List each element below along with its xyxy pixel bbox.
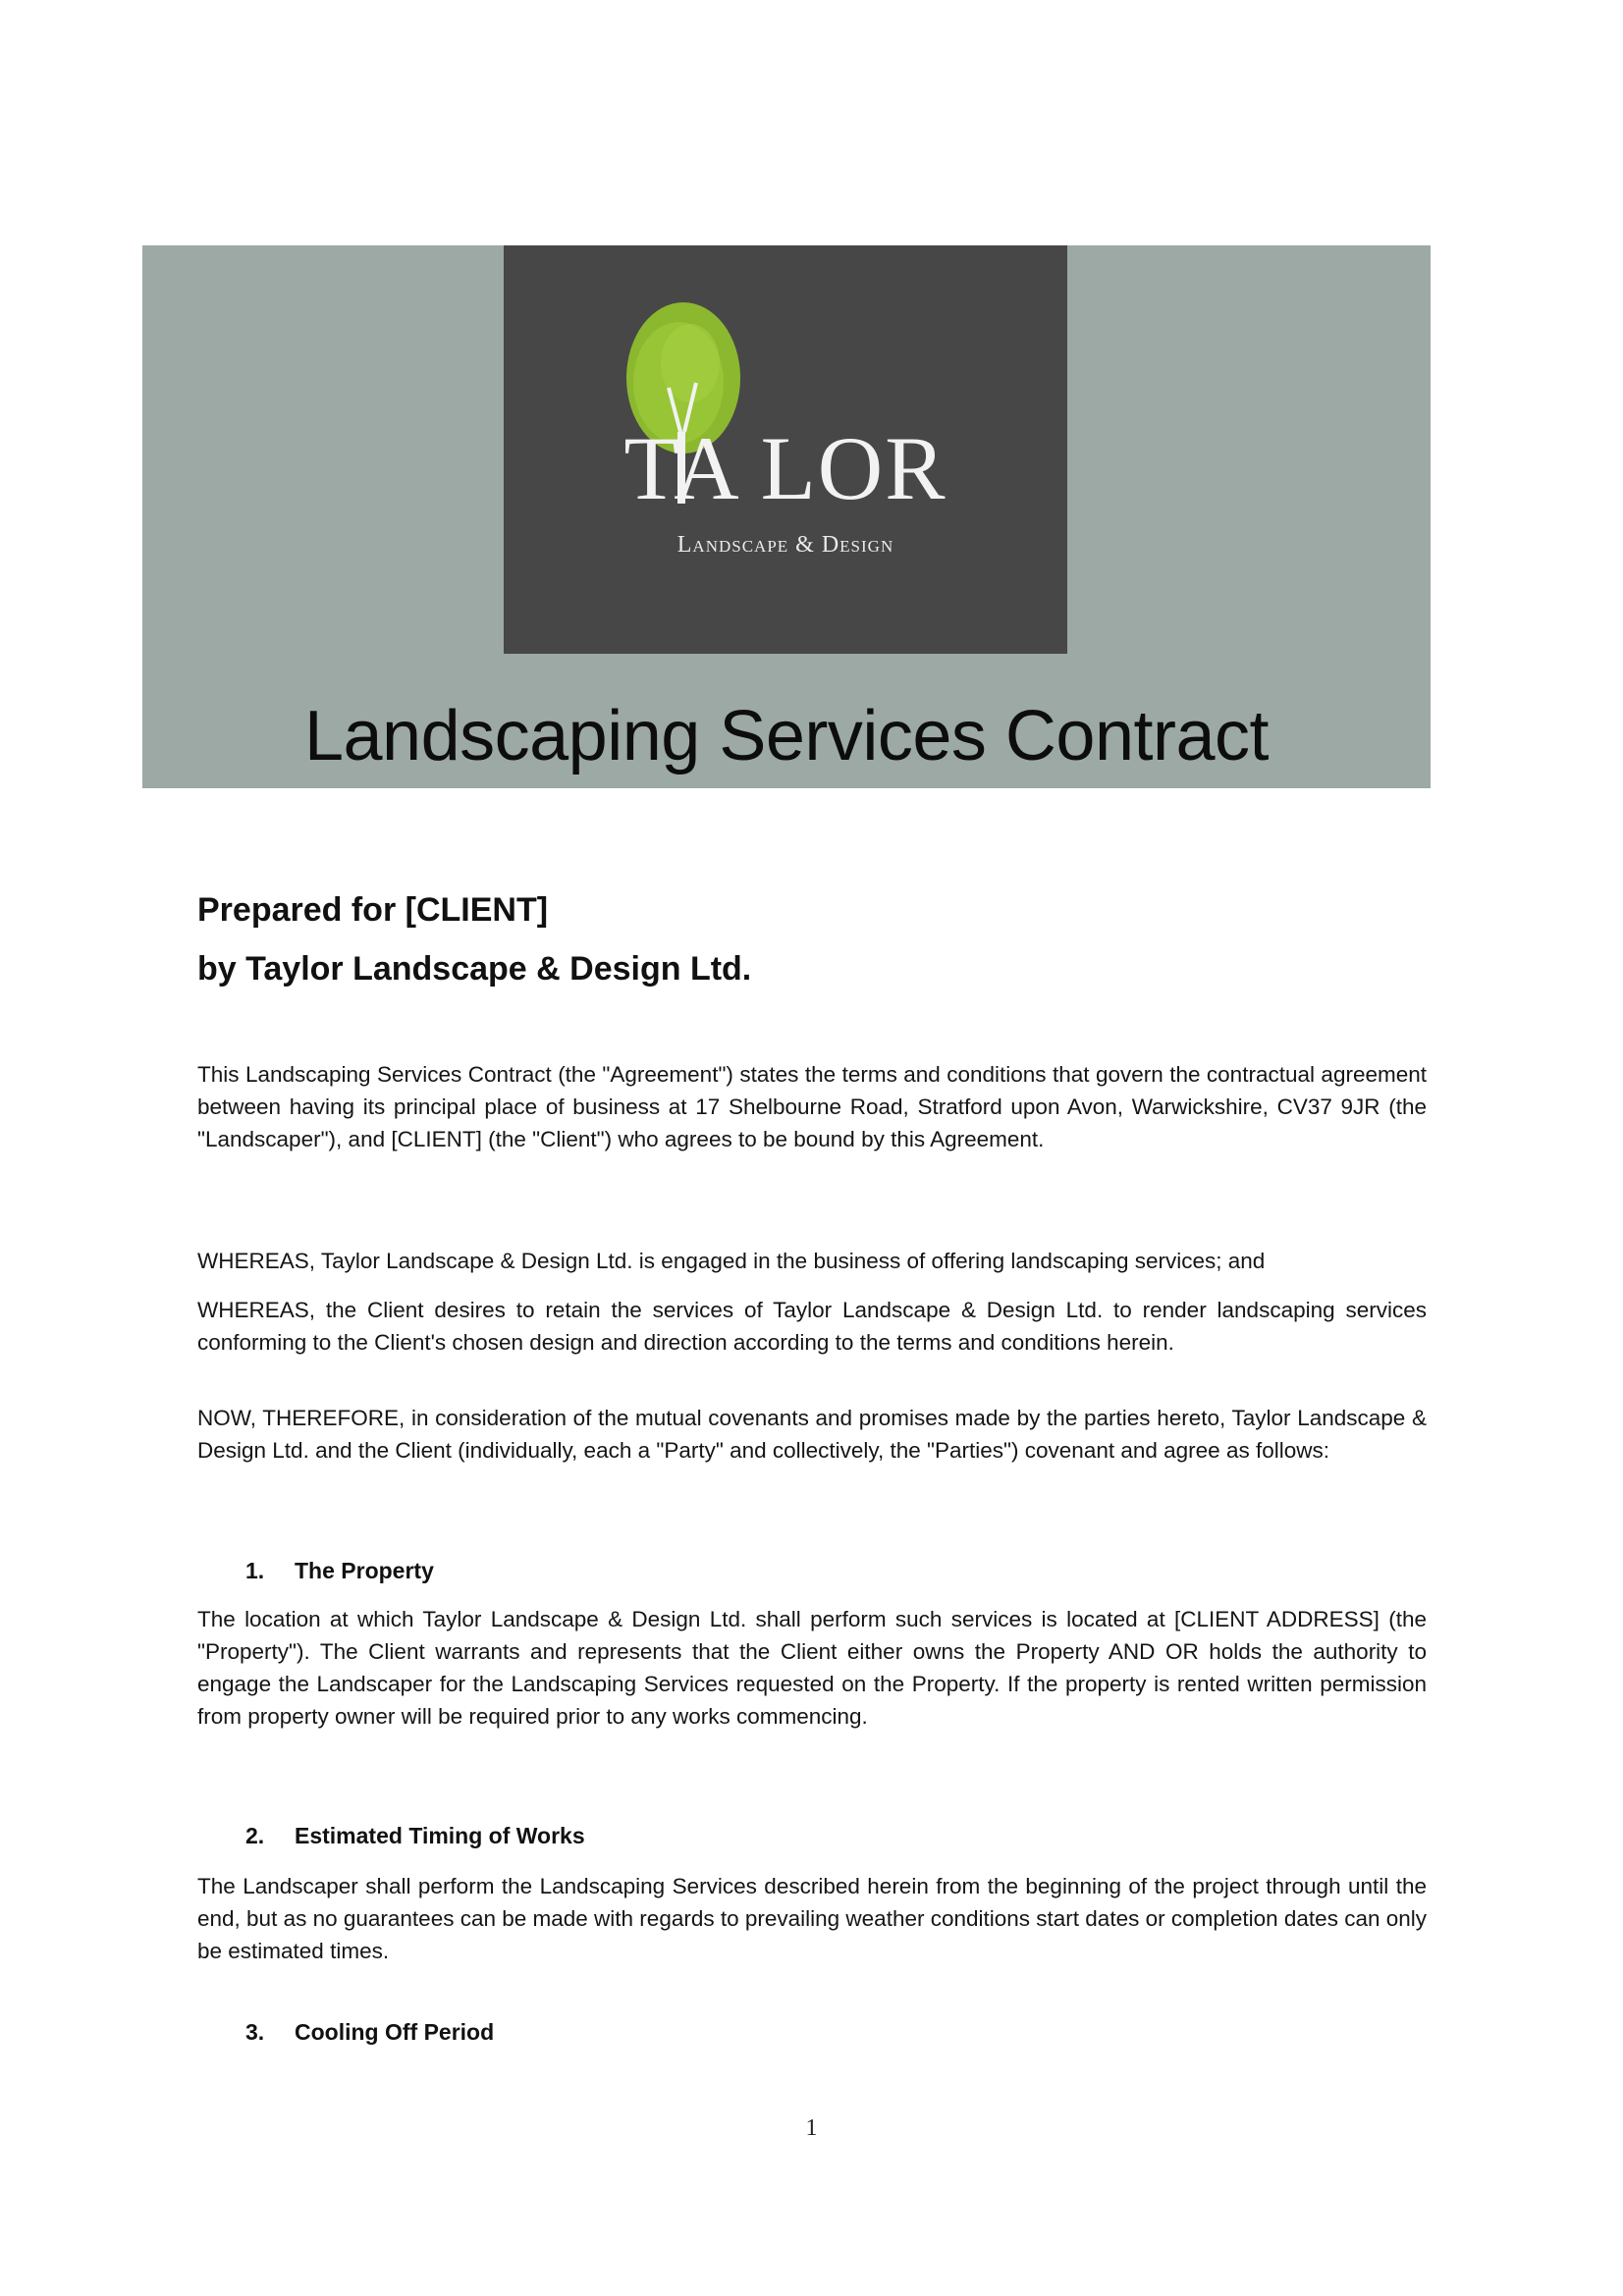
logo-tagline: Landscape & Design <box>676 532 894 558</box>
tree-icon <box>504 245 1067 654</box>
section-title: Cooling Off Period <box>295 2019 495 2045</box>
section-1-body: The location at which Taylor Landscape & Design Ltd. shall perform such services is located at [CLIENT ADDRESS] (the "Property"). The Client warrants and represents that the Client either owns the Property AND OR holds the authority to engage the Landscaper for the Landscaping Services requested on the Property. If the property is rented written permission from property owner will be required prior to any works commencing. <box>197 1607 1427 1729</box>
intro-paragraph: This Landscaping Services Contract (the "Agreement") states the terms and conditions that govern the contractual agreement between having its principal place of business at 17 Shelbourne Road, Stratford upon Avon, Warwickshire, CV37 9JR (the "Landscaper"), and [CLIENT] (the "Client") who agrees to be bound by this Agreement. <box>197 1062 1427 1151</box>
section-number: 2. <box>245 1823 265 1848</box>
section-2-body: The Landscaper shall perform the Landscaping Services described herein from the beginning of the project through until the end, but as no guarantees can be made with regards to prevailing weather conditions start dates or completion dates can only be estimated times. <box>197 1874 1428 1963</box>
whereas-paragraph-2: WHEREAS, the Client desires to retain the services of Taylor Landscape & Design Ltd. to render landscaping services conforming to the Client's chosen design and direction according to the terms and conditions herein. <box>197 1298 1427 1355</box>
logo-wordmark: TA LOR <box>623 418 947 518</box>
section-3-heading <box>245 2019 494 2046</box>
whereas-paragraph-1: WHEREAS, Taylor Landscape & Design Ltd. is engaged in the business of offering landscaping services; and <box>197 1249 1266 1273</box>
company-logo <box>504 245 1067 654</box>
page-number: 1 <box>805 2115 818 2141</box>
section-number: 1. <box>245 1558 265 1583</box>
section-2-heading <box>245 1823 585 1849</box>
section-1-heading <box>245 1558 434 1584</box>
prepared-by: by Taylor Landscape & Design Ltd. <box>197 950 752 988</box>
header-band <box>142 245 1431 788</box>
section-number: 3. <box>245 2019 265 2045</box>
document-title: Landscaping Services Contract <box>303 697 1270 775</box>
section-title: Estimated Timing of Works <box>295 1823 585 1848</box>
section-title: The Property <box>295 1558 434 1583</box>
now-therefore-paragraph: NOW, THEREFORE, in consideration of the mutual covenants and promises made by the parties hereto, Taylor Landscape & Design Ltd. and the Client (individually, each a "Party" and collectively, the "Parties") covenant and agree as follows: <box>197 1406 1427 1463</box>
prepared-for: Prepared for [CLIENT] <box>197 891 549 929</box>
